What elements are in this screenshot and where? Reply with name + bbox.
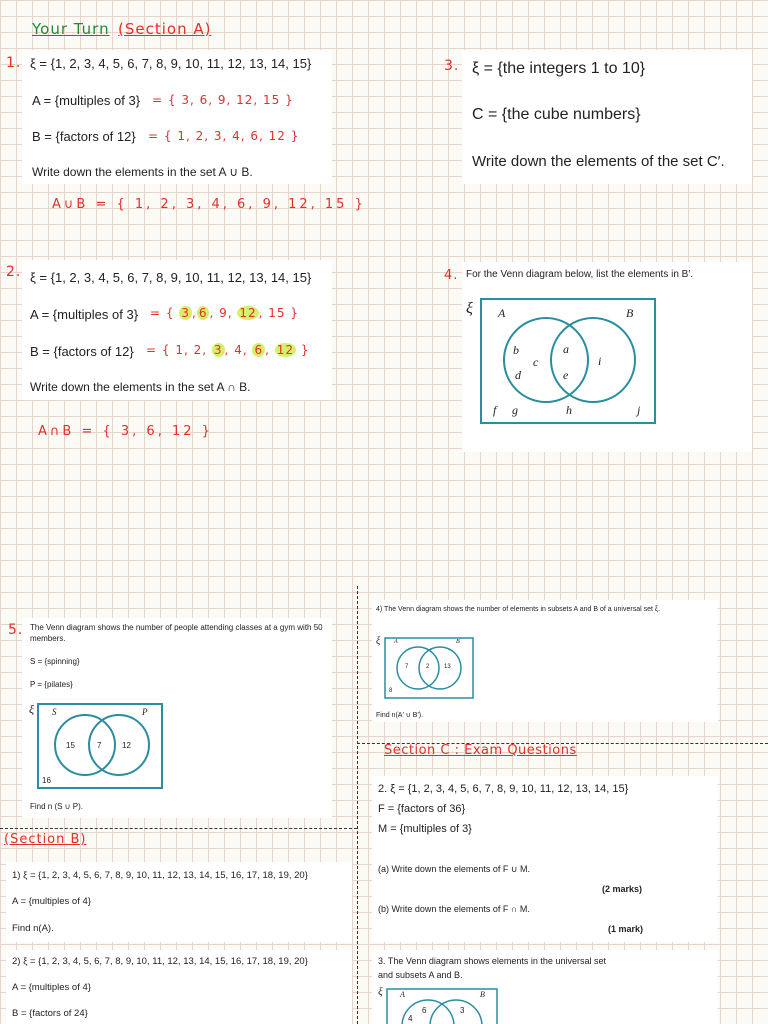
secc2-universal: 2. ξ = {1, 2, 3, 4, 5, 6, 7, 8, 9, 10, 11, 12, 13, 14, 15} — [378, 783, 629, 795]
q5-find: Find n (S ∪ P). — [30, 802, 83, 811]
q4b-label-a: A — [394, 639, 398, 645]
section-a-heading: (Section A) — [118, 20, 212, 38]
q4-element-d: d — [515, 368, 521, 382]
q5-set-s: S = {spinning} — [30, 657, 80, 666]
section-b-divider — [0, 828, 357, 829]
q4-prompt: For the Venn diagram below, list the elements in B′. — [466, 269, 693, 280]
q3-number: 3. — [444, 58, 460, 74]
q4-element-a: a — [563, 342, 569, 356]
section-b-heading: (Section B) — [4, 832, 87, 847]
q5-prompt: The Venn diagram shows the number of people attending classes at a gym with 50 members. — [30, 623, 323, 643]
secc2-card — [372, 776, 718, 942]
q4b-find: Find n(A′ ∪ B′). — [376, 712, 424, 719]
secc3-number-4: 4 — [408, 1014, 413, 1023]
q4b-only-b-count: 13 — [444, 664, 451, 670]
q4-element-e: e — [563, 368, 569, 382]
q5-set-p: P = {pilates} — [30, 680, 73, 689]
q1-answer: A∪B = { 1, 2, 3, 4, 6, 9, 12, 15 } — [52, 197, 366, 212]
q2-answer: A∩B = { 3, 6, 12 } — [38, 424, 213, 439]
q2-set-a-answer: = { 3 , 6 , 9, 12 , 15 } — [150, 306, 300, 320]
q4-element-f: f — [493, 403, 497, 417]
q1-set-b: B = {factors of 12} — [32, 129, 136, 144]
q4-element-b: b — [513, 343, 519, 357]
vertical-divider — [357, 586, 358, 1024]
q5-label-p: P — [142, 707, 148, 717]
q4b-only-a-count: 7 — [405, 664, 409, 670]
section-c-heading: Section C : Exam Questions — [384, 743, 577, 758]
q4b-prompt: 4) The Venn diagram shows the number of elements in subsets A and B of a universal set ξ. — [376, 606, 660, 613]
q4-element-c: c — [533, 355, 539, 369]
q2-universal: ξ = {1, 2, 3, 4, 5, 6, 7, 8, 9, 10, 11, 12, 13, 14, 15} — [30, 270, 312, 285]
q5-only-s-count: 15 — [66, 741, 75, 750]
q1-prompt: Write down the elements in the set A ∪ B. — [32, 165, 253, 179]
secb1-universal: 1) ξ = {1, 2, 3, 4, 5, 6, 7, 8, 9, 10, 11, 12, 13, 14, 15, 16, 17, 18, 19, 20} — [12, 870, 308, 881]
q4b-outside-count: 8 — [389, 688, 393, 694]
q4-number: 4. — [444, 268, 459, 283]
q4b-circle-a — [397, 647, 439, 689]
q4-label-a: A — [498, 306, 506, 320]
secc3-prompt-1: 3. The Venn diagram shows elements in the universal set — [378, 956, 606, 966]
q2-set-b-answer: = { 1, 2, 3 , 4, 6 , 12 } — [146, 343, 310, 357]
secb2-set-a: A = {multiples of 4} — [12, 982, 91, 993]
q4b-xi-symbol: ξ — [376, 636, 381, 647]
secc2-set-m: M = {multiples of 3} — [378, 823, 472, 835]
q5-both-count: 7 — [97, 741, 102, 750]
secc2-part-a: (a) Write down the elements of F ∪ M. — [378, 864, 530, 874]
secc2-set-f: F = {factors of 36} — [378, 803, 466, 815]
q5-xi-symbol: ξ — [29, 702, 35, 716]
q4b-both-count: 2 — [426, 664, 430, 670]
q4-label-b: B — [626, 306, 634, 320]
q4-element-h: h — [566, 403, 572, 417]
q4-element-i: i — [598, 354, 602, 368]
q2-set-a: A = {multiples of 3} — [30, 307, 139, 322]
secc2-marks-a: (2 marks) — [602, 884, 643, 894]
secc3-xi-symbol: ξ — [378, 986, 383, 998]
q5-outside-count: 16 — [42, 776, 51, 785]
q5-label-s: S — [52, 707, 57, 717]
q4-element-j: j — [637, 403, 641, 417]
q2-prompt: Write down the elements in the set A ∩ B. — [30, 380, 251, 394]
q4-circle-a — [504, 318, 588, 402]
secc3-number-6: 6 — [422, 1006, 427, 1015]
secc2-marks-b: (1 mark) — [608, 924, 644, 934]
q3-set-c: C = {the cube numbers} — [472, 106, 641, 123]
q5-number: 5. — [8, 622, 24, 638]
secc3-number-3: 3 — [460, 1006, 465, 1015]
secb2-set-b: B = {factors of 24} — [12, 1008, 88, 1019]
secc2-part-b: (b) Write down the elements of F ∩ M. — [378, 904, 530, 914]
q4-circle-b — [551, 318, 635, 402]
your-turn-heading: Your Turn — [32, 20, 110, 38]
q4b-label-b: B — [456, 639, 460, 645]
secc3-label-a: A — [400, 990, 405, 999]
secc3-circle-b — [430, 1000, 482, 1024]
q4-element-g: g — [512, 403, 518, 417]
q1-set-a: A = {multiples of 3} — [32, 93, 141, 108]
q1-set-a-answer: = { 3, 6, 9, 12, 15 } — [152, 93, 294, 107]
q3-prompt: Write down the elements of the set C′. — [472, 153, 725, 170]
q1-number: 1. — [6, 55, 22, 71]
secb2-universal: 2) ξ = {1, 2, 3, 4, 5, 6, 7, 8, 9, 10, 11, 12, 13, 14, 15, 16, 17, 18, 19, 20} — [12, 956, 308, 967]
secb1-find: Find n(A). — [12, 923, 54, 934]
q3-universal: ξ = {the integers 1 to 10} — [472, 60, 646, 77]
secc3-prompt-2: and subsets A and B. — [378, 970, 463, 980]
q5-circle-s — [55, 715, 115, 775]
q2-set-b: B = {factors of 12} — [30, 344, 134, 359]
q5-only-p-count: 12 — [122, 741, 131, 750]
secb1-set-a: A = {multiples of 4} — [12, 896, 91, 907]
secc3-label-b: B — [480, 990, 485, 999]
q1-set-b-answer: = { 1, 2, 3, 4, 6, 12 } — [148, 129, 300, 143]
q2-number: 2. — [6, 264, 22, 280]
q4-xi-symbol: ξ — [466, 300, 473, 317]
q1-universal: ξ = {1, 2, 3, 4, 5, 6, 7, 8, 9, 10, 11, 12, 13, 14, 15} — [30, 56, 312, 71]
